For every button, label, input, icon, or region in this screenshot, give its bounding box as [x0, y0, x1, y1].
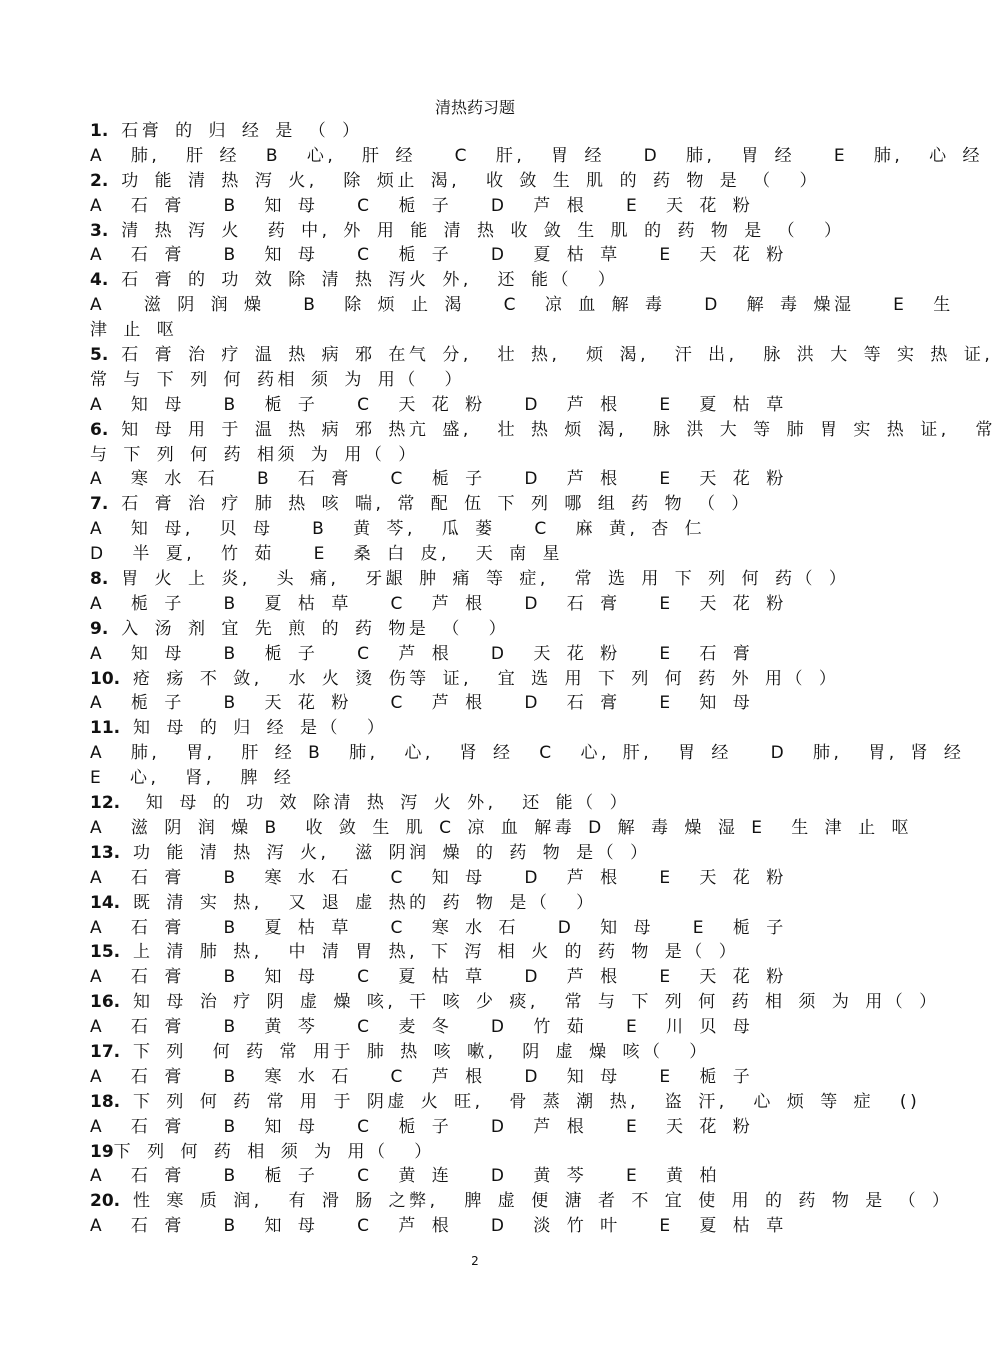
question-number: 1. — [90, 121, 109, 141]
question-text: 下 列 何 药 相 须 为 用（ ） — [113, 1141, 435, 1162]
question-text: 石膏 的 归 经 是 （ ） — [108, 121, 363, 141]
option-line — [90, 642, 865, 667]
question-number: 12. — [90, 793, 121, 814]
question-line — [90, 219, 865, 244]
option-text: A 石 膏 B 寒 水 石 C 知 母 D 芦 根 E 天 花 粉 — [90, 867, 787, 888]
page-number: 2 — [471, 1254, 479, 1268]
question-line — [90, 169, 865, 194]
question-list — [90, 119, 996, 1239]
question-line — [90, 492, 865, 517]
question-line — [90, 268, 865, 293]
question-text: 既 清 实 热, 又 退 虚 热的 药 物 是（ ） — [120, 892, 597, 913]
question-text: 入 汤 剂 宜 先 煎 的 药 物是 （ ） — [108, 618, 510, 639]
question-number: 5. — [90, 345, 109, 366]
question-number: 14. — [90, 892, 121, 913]
option-line — [90, 1115, 865, 1140]
question-number: 3. — [90, 220, 109, 241]
option-line — [90, 916, 865, 941]
question-text: 下 列 何 药 常 用于 肺 热 咳 嗽, 阴 虚 燥 咳（ ） — [120, 1041, 710, 1062]
option-line — [90, 393, 865, 418]
question-number: 6. — [90, 419, 109, 440]
question-text: 知 母 的 功 效 除清 热 泻 火 外, 还 能（ ） — [120, 793, 631, 814]
question-number: 9. — [90, 618, 109, 639]
question-text: 知 母 的 归 经 是（ ） — [120, 718, 388, 739]
option-text: A 寒 水 石 B 石 膏 C 栀 子 D 芦 根 E 天 花 粉 — [90, 469, 787, 490]
question-number: 2. — [90, 170, 109, 191]
option-line — [90, 1015, 865, 1040]
option-text: A 石 膏 B 知 母 C 栀 子 D 芦 根 E 天 花 粉 — [90, 195, 754, 216]
question-line — [90, 1090, 921, 1115]
question-line — [90, 891, 865, 916]
option-line — [90, 368, 865, 393]
option-line — [90, 243, 865, 268]
question-text: 胃 火 上 炎, 头 痛, 牙龈 肿 痛 等 症, 常 选 用 下 列 何 药（ ） — [108, 569, 850, 590]
question-text: 石 膏 治 疗 温 热 病 邪 在气 分, 壮 热, 烦 渴, 汗 出, 脉 洪 大 等 实 热 证, — [108, 345, 994, 366]
option-text: A 石 膏 B 知 母 C 芦 根 D 淡 竹 叶 E 夏 枯 草 — [90, 1216, 787, 1237]
option-line — [90, 866, 865, 891]
question-line — [90, 940, 865, 965]
page-title: 清热药习题 — [434, 98, 515, 117]
question-number: 10. — [90, 668, 121, 689]
question-number: 4. — [90, 270, 109, 291]
option-text: A 石 膏 B 黄 芩 C 麦 冬 D 竹 茹 E 川 贝 母 — [90, 1017, 754, 1038]
option-text: A 石 膏 B 知 母 C 栀 子 D 夏 枯 草 E 天 花 粉 — [90, 245, 787, 266]
question-line — [90, 1189, 953, 1214]
question-number: 19 — [90, 1141, 114, 1162]
question-line — [90, 343, 994, 368]
question-line — [90, 567, 865, 592]
question-text: 清 热 泻 火 药 中, 外 用 能 清 热 收 敛 生 肌 的 药 物 是 （ ） — [108, 220, 845, 241]
option-text: A 栀 子 B 夏 枯 草 C 芦 根 D 石 膏 E 天 花 粉 — [90, 593, 787, 614]
question-line — [90, 990, 940, 1015]
option-text: A 知 母 B 栀 子 C 芦 根 D 天 花 粉 E 石 膏 — [90, 643, 754, 664]
question-line — [90, 716, 865, 741]
question-number: 18. — [90, 1091, 121, 1112]
option-text: 常 与 下 列 何 药相 须 为 用（ ） — [90, 369, 466, 390]
option-text: D 半 夏, 竹 茹 E 桑 白 皮, 天 南 星 — [90, 544, 564, 565]
question-number: 16. — [90, 992, 121, 1013]
question-line — [90, 1140, 865, 1165]
question-line — [90, 617, 865, 642]
option-line — [90, 1065, 865, 1090]
option-line — [90, 517, 865, 542]
question-line — [90, 667, 865, 692]
question-line — [90, 1040, 865, 1065]
question-text: 性 寒 质 润, 有 滑 肠 之弊, 脾 虚 便 溏 者 不 宜 使 用 的 药 物 是 （ ） — [120, 1191, 953, 1212]
option-line — [90, 1164, 865, 1189]
question-number: 8. — [90, 569, 109, 590]
question-number: 17. — [90, 1041, 121, 1062]
question-number: 15. — [90, 942, 121, 963]
question-text: 功 能 清 热 泻 火, 除 烦止 渴, 收 敛 生 肌 的 药 物 是 （ ） — [108, 170, 820, 191]
question-line — [90, 418, 996, 443]
option-text: A 石 膏 B 知 母 C 栀 子 D 芦 根 E 天 花 粉 — [90, 1116, 754, 1137]
option-line — [90, 443, 865, 468]
question-text: 疮 疡 不 敛, 水 火 烫 伤等 证, 宜 选 用 下 列 何 药 外 用（ ） — [120, 668, 840, 689]
question-line — [90, 791, 865, 816]
option-text: A 栀 子 B 天 花 粉 C 芦 根 D 石 膏 E 知 母 — [90, 693, 754, 714]
option-text: A 石 膏 B 知 母 C 夏 枯 草 D 芦 根 E 天 花 粉 — [90, 967, 787, 988]
option-line — [90, 691, 865, 716]
question-line — [90, 119, 865, 144]
question-number: 20. — [90, 1191, 121, 1212]
option-line — [90, 194, 865, 219]
option-line — [90, 144, 984, 169]
question-text: 上 清 肺 热, 中 清 胃 热, 下 泻 相 火 的 药 物 是（ ） — [120, 942, 740, 963]
option-text: A 石 膏 B 栀 子 C 黄 连 D 黄 芩 E 黄 柏 — [90, 1166, 720, 1187]
option-line — [90, 816, 912, 841]
option-text: 与 下 列 何 药 相须 为 用（ ） — [90, 444, 419, 465]
option-line — [90, 542, 865, 567]
question-text: 功 能 清 热 泻 火, 滋 阴润 燥 的 药 物 是（ ） — [120, 842, 651, 863]
option-line — [90, 318, 865, 343]
question-number: 7. — [90, 494, 109, 515]
option-line — [90, 1214, 865, 1239]
option-text: E 心, 肾, 脾 经 — [90, 768, 295, 789]
option-text: A 滋 阴 润 燥 B 除 烦 止 渴 C 凉 血 解 毒 D 解 毒 燥湿 E 生 — [90, 295, 954, 316]
question-number: 13. — [90, 842, 121, 863]
option-line — [90, 965, 865, 990]
option-text: A 石 膏 B 夏 枯 草 C 寒 水 石 D 知 母 E 栀 子 — [90, 917, 787, 938]
option-text: A 肺, 胃, 肝 经 B 肺, 心, 肾 经 C 心, 肝, 胃 经 D 肺, 胃, 肾 经 — [90, 743, 965, 764]
question-text: 知 母 治 疗 阴 虚 燥 咳, 干 咳 少 痰, 常 与 下 列 何 药 相 须 为 用（ ） — [120, 992, 940, 1013]
option-text: A 知 母 B 栀 子 C 天 花 粉 D 芦 根 E 夏 枯 草 — [90, 394, 787, 415]
option-line — [90, 467, 865, 492]
option-line — [90, 741, 965, 766]
option-line — [90, 592, 865, 617]
option-text: A 知 母, 贝 母 B 黄 芩, 瓜 蒌 C 麻 黄, 杏 仁 — [90, 519, 706, 540]
question-text: 石 膏 的 功 效 除 清 热 泻火 外, 还 能（ ） — [108, 270, 619, 291]
question-text: 下 列 何 药 常 用 于 阴虚 火 旺, 骨 蒸 潮 热, 盗 汗, 心 烦 等 症 () — [120, 1091, 921, 1112]
question-number: 11. — [90, 718, 121, 739]
question-text: 知 母 用 于 温 热 病 邪 热亢 盛, 壮 热 烦 渴, 脉 洪 大 等 肺 胃 实 热 证, 常 — [108, 419, 996, 440]
option-line — [90, 293, 954, 318]
question-line — [90, 841, 865, 866]
option-text: A 肺, 肝 经 B 心, 肝 经 C 肝, 胃 经 D 肺, 胃 经 E 肺, 心 经 — [90, 145, 984, 166]
option-text: 津 止 呕 — [90, 320, 178, 341]
question-text: 石 膏 治 疗 肺 热 咳 喘, 常 配 伍 下 列 哪 组 药 物 （ ） — [108, 494, 752, 515]
option-text: A 石 膏 B 寒 水 石 C 芦 根 D 知 母 E 栀 子 — [90, 1066, 754, 1087]
option-text: A 滋 阴 润 燥 B 收 敛 生 肌 C 凉 血 解毒 D 解 毒 燥 湿 E 生 津 止 呕 — [90, 817, 912, 838]
option-line — [90, 766, 865, 791]
